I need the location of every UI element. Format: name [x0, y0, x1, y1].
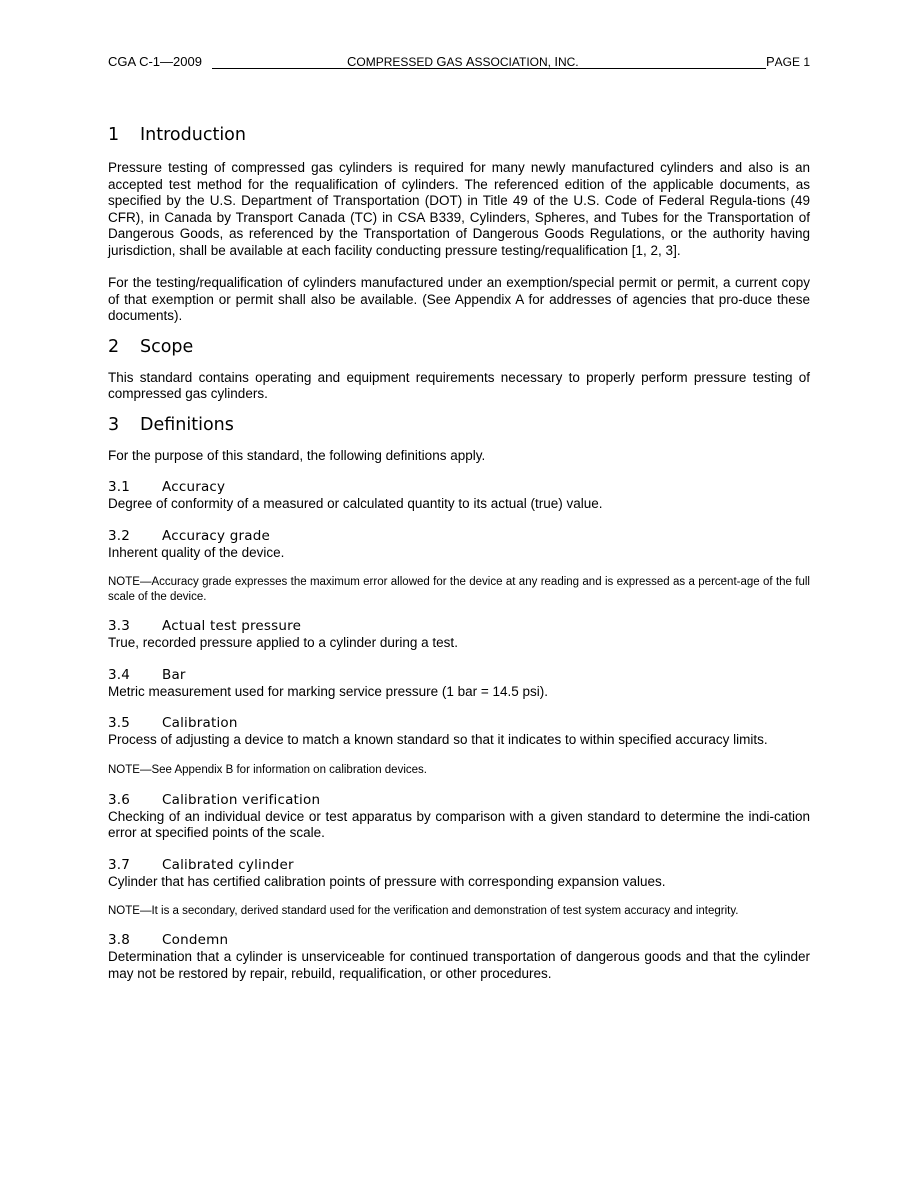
definition-heading: 3.4 Bar [108, 666, 186, 683]
paragraph: For the testing/requalification of cylinders manufactured under an exemption/special permit or permit, a current copy of that exemption or permit shall also be available. (See Appendix A for addresses of agencies that pro-duce these documents). [108, 275, 810, 323]
definition [108, 932, 810, 982]
definition-note: NOTE—Accuracy grade expresses the maximum error allowed for the device at any reading and is expressed as a percent-age of the full scale of the device. [108, 576, 810, 603]
section-heading-definitions: 3 Definitions [108, 414, 234, 435]
section-heading-scope: 2 Scope [108, 336, 194, 357]
definition-heading: 3.2 Accuracy grade [108, 527, 270, 544]
definition [108, 792, 810, 842]
definition-heading: 3.1 Accuracy [108, 479, 226, 495]
definition-heading: 3.5 Calibration [108, 715, 238, 731]
header-doc-id: CGA C-1—2009 [108, 54, 202, 69]
definition-text: Determination that a cylinder is unserviceable for continued transportation of dangerous goods and that the cylinder may not be restored by repair, rebuild, requalification, or other procedures. [108, 949, 810, 981]
header-rule [212, 68, 766, 69]
definition [108, 667, 810, 701]
definition-note: NOTE—It is a secondary, derived standard used for the verification and demonstration of test system accuracy and integrity. [108, 905, 739, 917]
definition-heading: 3.3 Actual test pressure [108, 618, 302, 634]
definition-text: Inherent quality of the device. [108, 544, 285, 560]
paragraph: This standard contains operating and equipment requirements necessary to properly perform pressure testing of compressed gas cylinders. [108, 369, 810, 401]
definition-text: Checking of an individual device or test apparatus by comparison with a given standard to determine the indi-cation error at specified points of the scale. [108, 808, 810, 840]
section-heading-introduction: 1 Introduction [108, 125, 246, 145]
definition-text: True, recorded pressure applied to a cylinder during a test. [108, 635, 458, 650]
definition-heading: 3.6 Calibration verification [108, 791, 321, 808]
header-publisher: COMPRESSED GAS ASSOCIATION, INC. [347, 54, 579, 69]
definition [108, 618, 810, 652]
definition-heading: 3.7 Calibrated cylinder [108, 856, 294, 873]
definition-text: Degree of conformity of a measured or calculated quantity to its actual (true) value. [108, 496, 603, 511]
definition [108, 479, 810, 513]
definition-text: Metric measurement used for marking service pressure (1 bar = 14.5 psi). [108, 683, 549, 699]
definition-text: Cylinder that has certified calibration points of pressure with corresponding expansion values. [108, 873, 666, 889]
definition-heading: 3.8 Condemn [108, 932, 229, 948]
header-page-number: PAGE 1 [765, 54, 810, 69]
definition-text: Process of adjusting a device to match a known standard so that it indicates to within specified accuracy limits. [108, 732, 768, 747]
definition-note: NOTE—See Appendix B for information on calibration devices. [108, 763, 427, 776]
definition [108, 857, 810, 920]
document-page [108, 52, 810, 982]
paragraph: Pressure testing of compressed gas cylinders is required for many newly manufactured cylinders and also is an accepted test method for the requalification of cylinders. The referenced edition of the applicable documents, as specified by the U.S. Department of Transportation (DOT) in Title 49 of the U.S. Code of Federal Regula-tions (49 CFR), in Canada by Transport Canada (TC) in CSA B339, Cylinders, Spheres, and Tubes for the Transportation of Dangerous Goods, as referenced by the Transportation of Dangerous Goods Regulations, or the authority having jurisdiction, shall be available at each facility conducting pressure testing/requalification [1, 2, 3]. [108, 160, 810, 258]
paragraph: For the purpose of this standard, the following definitions apply. [108, 447, 486, 463]
definition [108, 715, 810, 778]
running-header [108, 52, 810, 74]
definition [108, 528, 810, 606]
